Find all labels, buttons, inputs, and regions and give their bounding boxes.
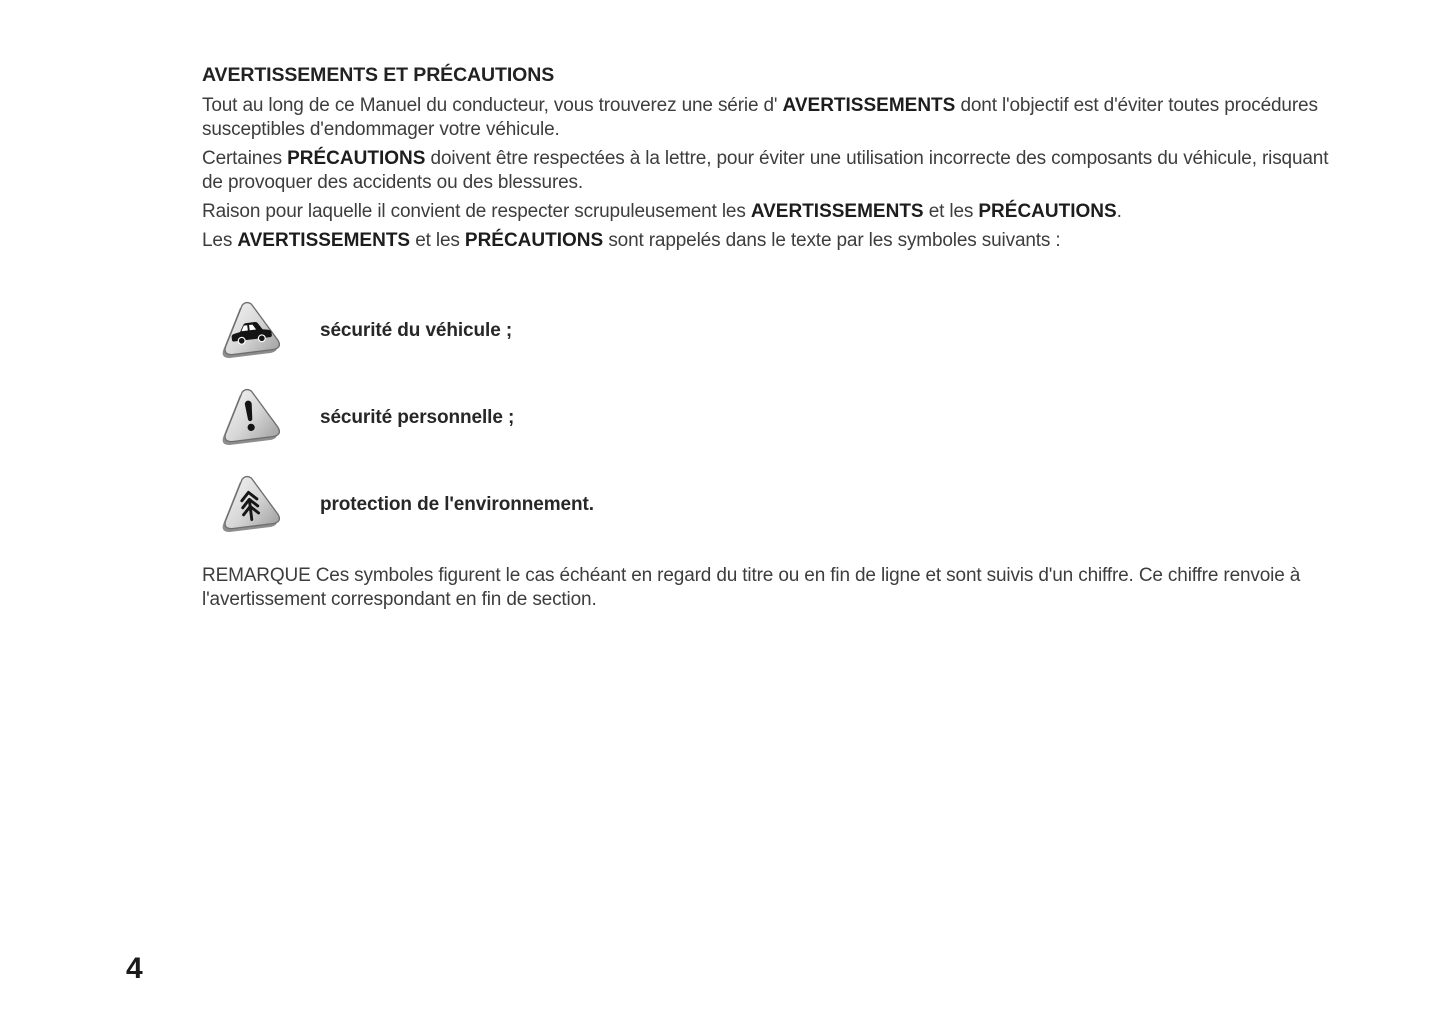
- paragraph: Raison pour laquelle il convient de respecter scrupuleusement les AVERTISSEMENTS et les PRÉCAUTIONS.: [202, 200, 1122, 222]
- symbol-label-personal-safety: sécurité personnelle ;: [320, 407, 515, 429]
- paragraph: Certaines PRÉCAUTIONS doivent être respectées à la lettre, pour éviter une utilisation incorrecte des composants du véhicule, risquant de provoquer des accidents ou des blessures.: [202, 147, 1329, 194]
- symbol-row-vehicle-safety: [202, 298, 1332, 365]
- paragraph: Tout au long de ce Manuel du conducteur, vous trouverez une série d' AVERTISSEMENTS dont l'objectif est d'éviter toutes procédures susceptibles d'endommager votre véhicule.: [202, 95, 1318, 141]
- intro-paragraphs: [202, 94, 1332, 253]
- vehicle-safety-warning-icon: [216, 297, 284, 365]
- symbol-label-vehicle-safety: sécurité du véhicule ;: [320, 320, 513, 342]
- symbol-row-personal-safety: [202, 385, 1332, 452]
- environment-protection-icon: [216, 471, 284, 539]
- paragraph: Les AVERTISSEMENTS et les PRÉCAUTIONS sont rappelés dans le texte par les symboles suivants :: [202, 229, 1061, 251]
- personal-safety-warning-icon: [216, 384, 284, 452]
- note-text: REMARQUE Ces symboles figurent le cas échéant en regard du titre ou en fin de ligne et sont suivis d'un chiffre. Ce chiffre renvoie à l'avertissement correspondant en fin de section.: [202, 564, 1301, 610]
- page-content: [202, 63, 1332, 612]
- page-title: AVERTISSEMENTS ET PRÉCAUTIONS: [202, 64, 555, 86]
- symbol-label-environment: protection de l'environnement.: [320, 494, 594, 516]
- page-number: 4: [126, 952, 143, 985]
- symbol-row-environment: [202, 472, 1332, 539]
- symbol-legend: [202, 298, 1332, 539]
